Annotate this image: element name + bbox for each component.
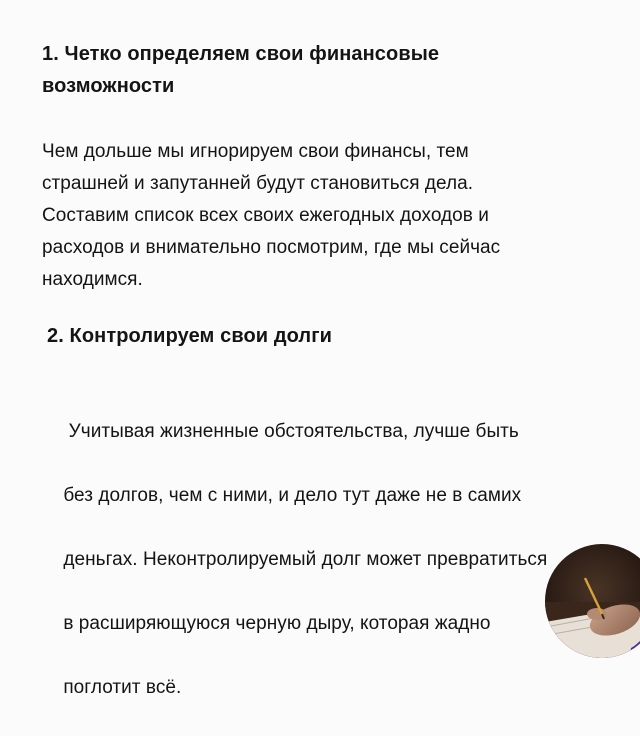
section-2-body-line-5: поглотит всё. [63,677,182,698]
section-2-body-line-3: деньгах. Неконтролируемый долг может превратиться [63,549,548,570]
section-2-body-line-1: Учитывая жизненные обстоятельства, лучше быть [63,421,519,442]
section-1-body-line-1: Чем дольше мы игнорируем свои финансы, тем [42,141,469,162]
section-1-heading-line-1: 1. Четко определяем свои финансовые [42,43,440,65]
section-1-heading [42,38,622,102]
section-2-heading [47,320,627,352]
section-1-heading-line-2: возможности [42,75,175,97]
section-1-body-line-4: расходов и внимательно посмотрим, где мы сейчас [42,237,501,258]
section-1-body-line-5: находимся. [42,269,143,290]
section-2-body [42,384,622,736]
section-1-body-line-2: страшней и запутанней будут становиться дела. [42,173,474,194]
section-1-body [42,136,622,296]
section-2-heading-text: 2. Контролируем свои долги [47,325,333,347]
section-2-body-line-2: без долгов, чем с ними, и дело тут даже не в самих [63,485,522,506]
section-1-body-line-3: Составим список всех своих ежегодных доходов и [42,205,489,226]
section-2-body-line-4: в расширяющуюся черную дыру, которая жадно [63,613,491,634]
